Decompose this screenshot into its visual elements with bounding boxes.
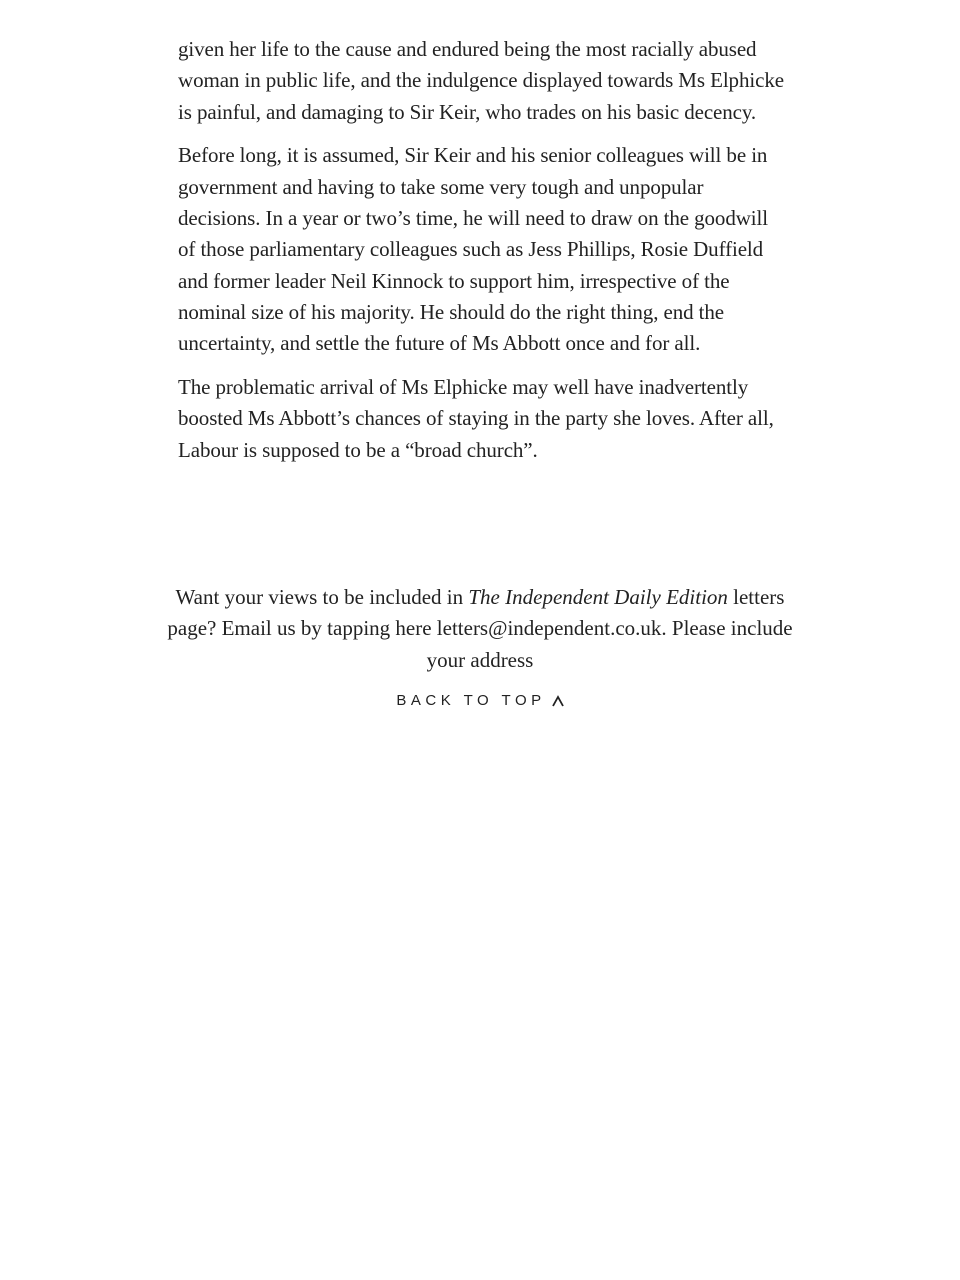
back-to-top-label: BACK TO TOP xyxy=(396,692,546,709)
back-to-top-button[interactable] xyxy=(0,692,960,709)
letters-note-middle: letters page? Email us by tapping here xyxy=(167,585,785,641)
letters-note xyxy=(150,582,810,676)
article-body xyxy=(178,34,788,478)
article-paragraph: given her life to the cause and endured being the most racially abused woman in public life, and the indulgence displayed towards Ms Elphicke is painful, and damaging to Sir Keir, who trades on his basic decency. xyxy=(178,37,784,124)
letters-email-link[interactable]: letters@independent.co.uk xyxy=(436,616,662,641)
article-paragraph: Before long, it is assumed, Sir Keir and his senior colleagues will be in government and having to take some very tough and unpopular decisions. In a year or two’s time, he will need to draw on the goodwill of those parliamentary colleagues such as Jess Phillips, Rosie Duffield and former leader Neil Kinnock to support him, irrespective of the nominal size of his majority. He should do the right thing, end the uncertainty, and settle the future of Ms Abbott once and for all. xyxy=(178,143,768,356)
article-paragraph: The problematic arrival of Ms Elphicke may well have inadvertently boosted Ms Abbott’s chances of staying in the party she loves. After all, Labour is supposed to be a “broad church”. xyxy=(178,374,774,462)
letters-note-prefix: Want your views to be included in xyxy=(175,585,469,609)
publication-name: The Independent Daily Edition xyxy=(468,585,728,609)
chevron-up-icon xyxy=(552,694,564,706)
letters-note-suffix: . Please include your address xyxy=(426,616,793,672)
